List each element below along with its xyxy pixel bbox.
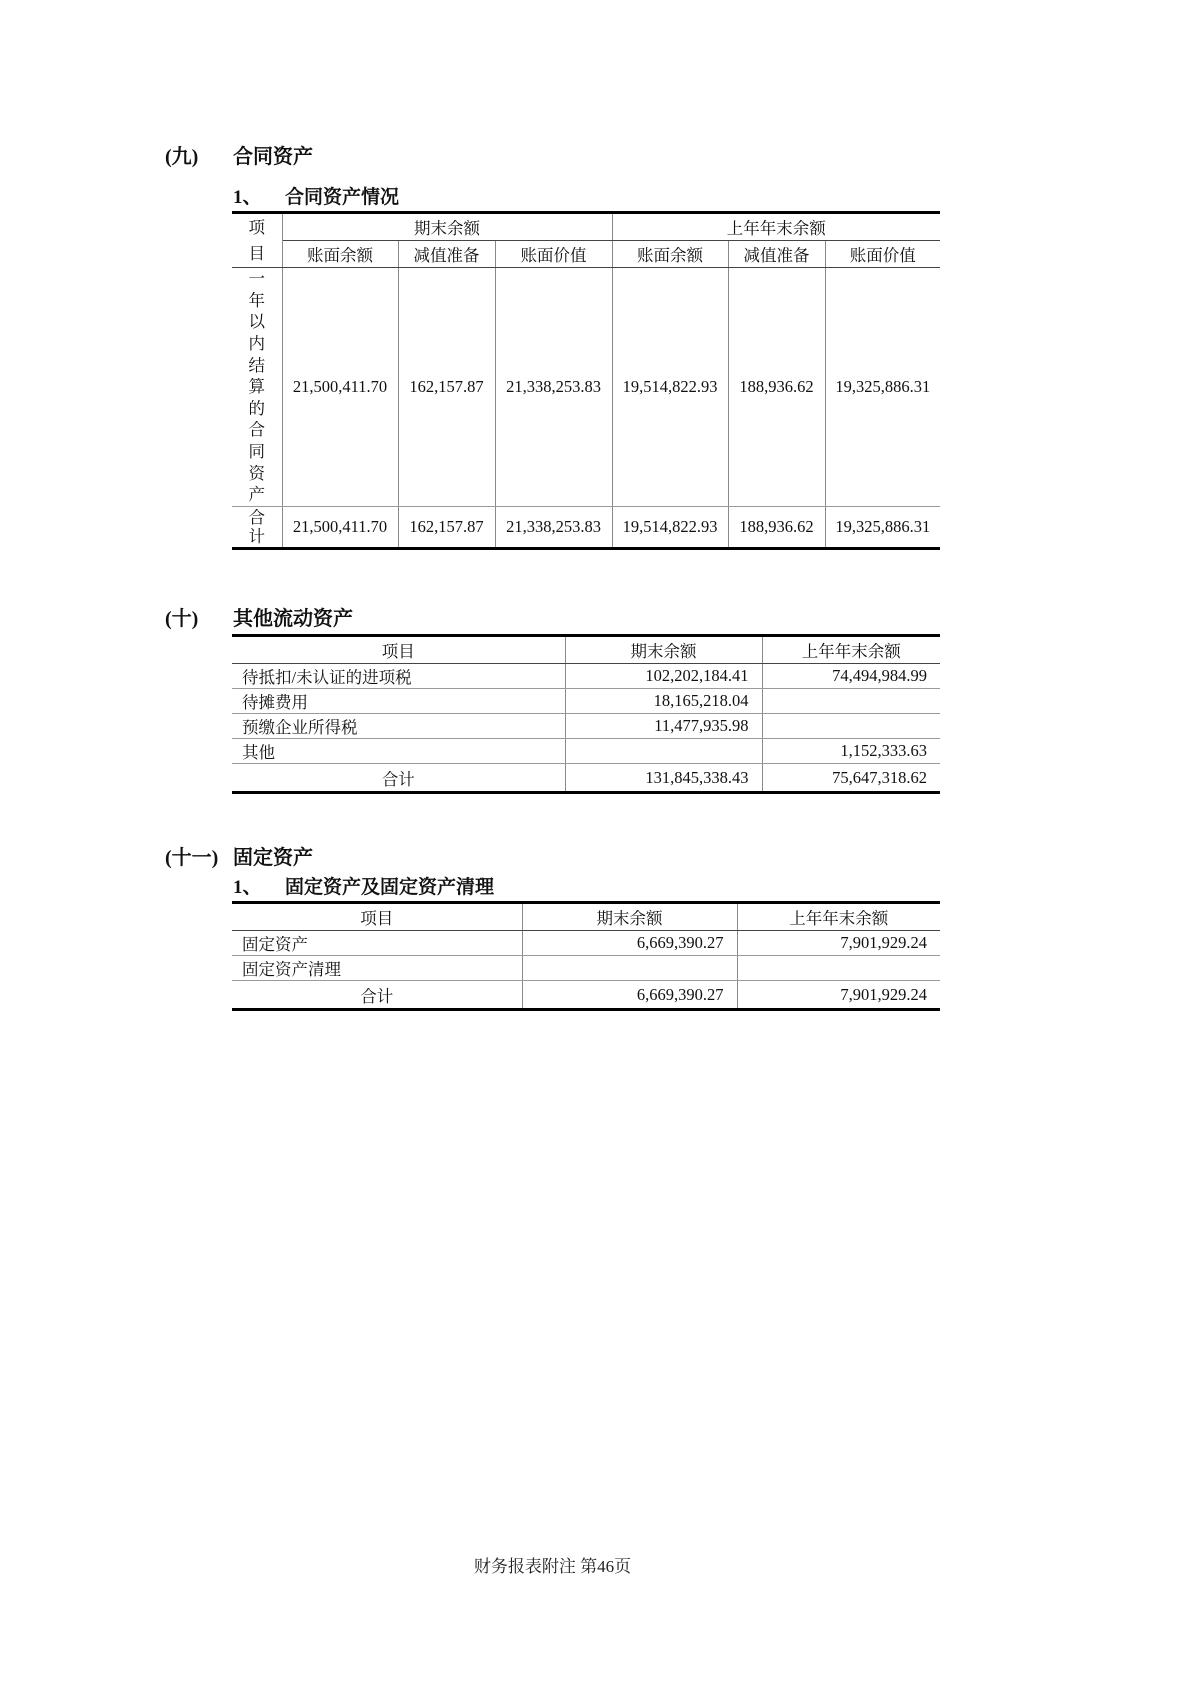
row-label: 其他 bbox=[232, 739, 565, 764]
section-number: (十) bbox=[165, 608, 199, 630]
column-header: 账面价值 bbox=[495, 241, 612, 268]
amount-cell: 21,338,253.83 bbox=[495, 268, 612, 507]
amount-cell: 75,647,318.62 bbox=[762, 764, 940, 793]
row-label: 待摊费用 bbox=[232, 689, 565, 714]
amount-cell: 162,157.87 bbox=[398, 507, 495, 549]
amount-cell: 21,500,411.70 bbox=[282, 268, 398, 507]
amount-cell bbox=[762, 689, 940, 714]
amount-cell: 21,500,411.70 bbox=[282, 507, 398, 549]
section-title: 合同资产 bbox=[233, 146, 313, 168]
amount-cell bbox=[737, 956, 940, 981]
total-row bbox=[232, 507, 940, 549]
amount-cell: 7,901,929.24 bbox=[737, 931, 940, 956]
row-label: 待抵扣/未认证的进项税 bbox=[232, 664, 565, 689]
other-current-assets-table bbox=[232, 634, 940, 794]
column-header: 减值准备 bbox=[728, 241, 825, 268]
amount-cell: 21,338,253.83 bbox=[495, 507, 612, 549]
column-header: 期末余额 bbox=[565, 636, 762, 664]
section-heading-fixed-assets bbox=[165, 846, 940, 870]
table-row bbox=[232, 956, 940, 981]
amount-cell: 102,202,184.41 bbox=[565, 664, 762, 689]
total-label: 合计 bbox=[232, 981, 522, 1010]
section-title: 固定资产 bbox=[233, 847, 313, 869]
fixed-assets-table bbox=[232, 901, 940, 1011]
contract-assets-table bbox=[232, 211, 940, 550]
section-number: (九) bbox=[165, 146, 199, 168]
fixed-assets-table-wrap bbox=[232, 901, 940, 1011]
table-row bbox=[232, 664, 940, 689]
amount-cell: 11,477,935.98 bbox=[565, 714, 762, 739]
amount-cell: 188,936.62 bbox=[728, 268, 825, 507]
amount-cell bbox=[565, 739, 762, 764]
column-header: 项目 bbox=[232, 903, 522, 931]
column-header: 项目 bbox=[232, 636, 565, 664]
group-header-current: 期末余额 bbox=[282, 213, 612, 241]
amount-cell: 19,325,886.31 bbox=[825, 507, 940, 549]
subsection-number: 1、 bbox=[233, 187, 262, 208]
amount-cell: 18,165,218.04 bbox=[565, 689, 762, 714]
amount-cell bbox=[522, 956, 737, 981]
subsection-title: 合同资产情况 bbox=[285, 187, 400, 208]
total-row bbox=[232, 981, 940, 1010]
column-header: 账面余额 bbox=[282, 241, 398, 268]
section-number: (十一) bbox=[165, 847, 219, 869]
table-row bbox=[232, 268, 940, 507]
row-label: 固定资产 bbox=[232, 931, 522, 956]
amount-cell: 19,514,822.93 bbox=[612, 507, 728, 549]
row-label: 一年以内结算的合同资产 bbox=[232, 268, 282, 507]
table-row bbox=[232, 714, 940, 739]
content-area bbox=[165, 145, 940, 1011]
amount-cell: 131,845,338.43 bbox=[565, 764, 762, 793]
subsection-number: 1、 bbox=[233, 877, 262, 898]
table-row bbox=[232, 931, 940, 956]
total-label: 合计 bbox=[232, 764, 565, 793]
column-header: 上年年末余额 bbox=[762, 636, 940, 664]
total-label: 合计 bbox=[232, 507, 282, 549]
page-footer: 财务报表附注 第46页 bbox=[473, 1557, 632, 1576]
section-title: 其他流动资产 bbox=[233, 608, 353, 630]
item-column-header: 项目 bbox=[232, 213, 282, 268]
amount-cell: 6,669,390.27 bbox=[522, 931, 737, 956]
amount-cell: 74,494,984.99 bbox=[762, 664, 940, 689]
column-header: 减值准备 bbox=[398, 241, 495, 268]
amount-cell: 162,157.87 bbox=[398, 268, 495, 507]
amount-cell: 188,936.62 bbox=[728, 507, 825, 549]
amount-cell: 19,514,822.93 bbox=[612, 268, 728, 507]
other-current-assets-table-wrap bbox=[232, 634, 940, 794]
row-label: 预缴企业所得税 bbox=[232, 714, 565, 739]
table-row bbox=[232, 689, 940, 714]
group-header-prior: 上年年末余额 bbox=[612, 213, 940, 241]
column-header: 上年年末余额 bbox=[737, 903, 940, 931]
column-header: 账面余额 bbox=[612, 241, 728, 268]
subsection-heading-contract-assets bbox=[233, 186, 940, 209]
amount-cell bbox=[762, 714, 940, 739]
subsection-title: 固定资产及固定资产清理 bbox=[285, 877, 495, 898]
amount-cell: 19,325,886.31 bbox=[825, 268, 940, 507]
contract-assets-table-wrap bbox=[232, 211, 940, 550]
subsection-heading-fixed-assets bbox=[233, 876, 940, 899]
section-heading-other-current-assets bbox=[165, 607, 940, 631]
table-row bbox=[232, 739, 940, 764]
column-header: 期末余额 bbox=[522, 903, 737, 931]
amount-cell: 7,901,929.24 bbox=[737, 981, 940, 1010]
row-label: 固定资产清理 bbox=[232, 956, 522, 981]
column-header: 账面价值 bbox=[825, 241, 940, 268]
section-heading-contract-assets bbox=[165, 145, 940, 169]
amount-cell: 6,669,390.27 bbox=[522, 981, 737, 1010]
amount-cell: 1,152,333.63 bbox=[762, 739, 940, 764]
total-row bbox=[232, 764, 940, 793]
